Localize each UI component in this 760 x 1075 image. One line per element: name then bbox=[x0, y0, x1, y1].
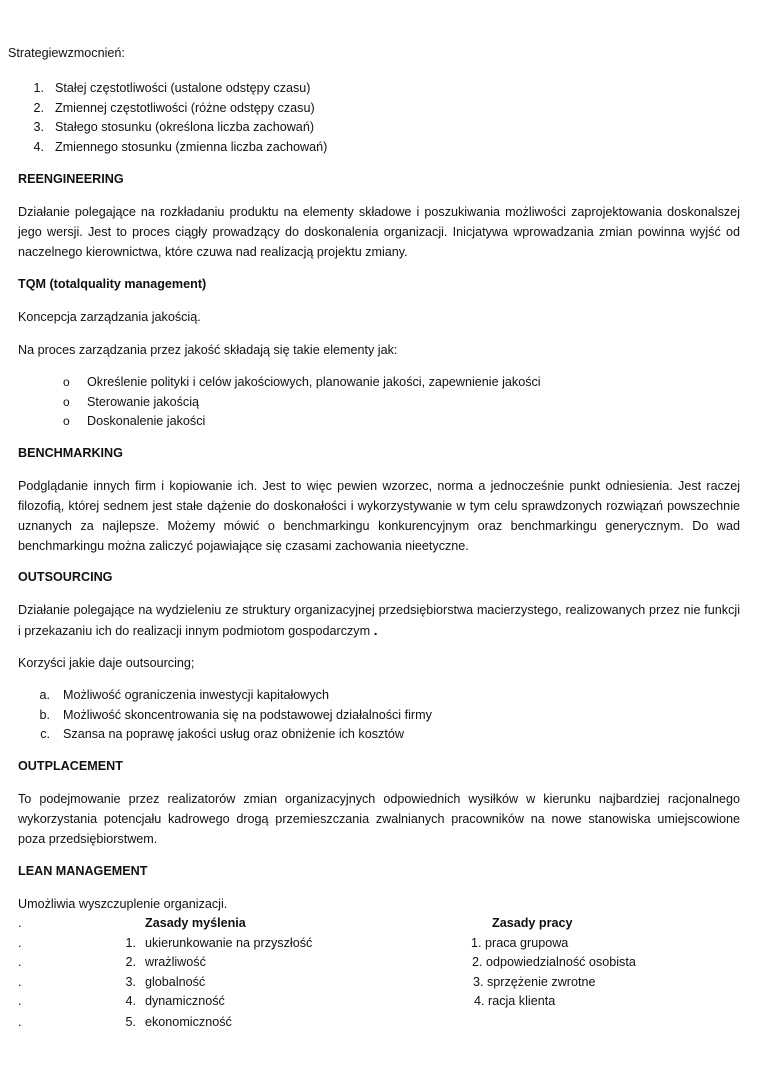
list-number: 3. bbox=[33, 120, 44, 134]
list-item: Stałego stosunku (określona liczba zachowań) bbox=[55, 120, 315, 134]
thinking-principle: wrażliwość bbox=[145, 955, 206, 969]
list-item: Zmiennego stosunku (zmienna liczba zachowań) bbox=[55, 140, 328, 154]
paragraph-line: Działanie polegające na rozkładaniu produktu na elementy składowe i poszukiwania możliwości zaprojektowania doskonalszej bbox=[18, 205, 740, 219]
bullet-circle-icon: o bbox=[63, 395, 70, 409]
paragraph-line: Działanie polegające na wydzieleniu ze struktury organizacyjnej przedsiębiorstwa macierzystego, realizowanych przez nie funkcji bbox=[18, 603, 740, 617]
list-number: 3. bbox=[125, 975, 136, 989]
paragraph-line: poza przedsiębiorstwem. bbox=[18, 832, 158, 846]
work-principle: 3. sprzężenie zwrotne bbox=[473, 975, 596, 989]
list-letter: a. bbox=[39, 688, 50, 702]
list-letter: c. bbox=[40, 727, 50, 741]
list-number: 4. bbox=[125, 994, 136, 1008]
reengineering-paragraph bbox=[18, 202, 740, 262]
row-marker: . bbox=[18, 975, 22, 989]
list-number: 1. bbox=[33, 81, 44, 95]
outsourcing-heading: OUTSOURCING bbox=[18, 570, 113, 584]
work-principles-header: Zasady pracy bbox=[492, 916, 573, 930]
trailing-dot: . bbox=[373, 622, 378, 638]
list-number: 2. bbox=[33, 101, 44, 115]
thinking-principle: ekonomiczność bbox=[145, 1015, 232, 1029]
benchmarking-heading: BENCHMARKING bbox=[18, 446, 123, 460]
paragraph-line: filozofią, której sednem jest stałe dążenie do doskonałości i wykorzystywanie w tym celu sprawdzonych rozwiązań powszechnie bbox=[18, 499, 740, 513]
list-number: 4. bbox=[33, 140, 44, 154]
bullet-circle-icon: o bbox=[63, 375, 70, 389]
outplacement-heading: OUTPLACEMENT bbox=[18, 759, 123, 773]
work-principle: 2. odpowiedzialność osobista bbox=[472, 955, 636, 969]
paragraph-line: naczelnego kierownictwa, które czuwa nad realizacją projektu zmiany. bbox=[18, 245, 408, 259]
list-item: Określenie polityki i celów jakościowych, planowanie jakości, zapewnienie jakości bbox=[87, 375, 541, 389]
paragraph-line bbox=[18, 620, 740, 641]
row-marker: . bbox=[18, 1015, 22, 1029]
list-number: 1. bbox=[125, 936, 136, 950]
tqm-heading: TQM (totalquality management) bbox=[18, 277, 207, 291]
list-letter: b. bbox=[39, 708, 50, 722]
thinking-principles-header: Zasady myślenia bbox=[145, 916, 246, 930]
row-marker: . bbox=[18, 955, 22, 969]
list-number: 2. bbox=[125, 955, 136, 969]
paragraph-line: uznanych za najlepsze. Możemy mówić o benchmarkingu konkurencyjnym oraz benchmarkingu generycznym. Do wad bbox=[18, 519, 740, 533]
outsourcing-benefits-intro: Korzyści jakie daje outsourcing; bbox=[18, 656, 195, 670]
tqm-intro: Na proces zarządzania przez jakość składają się takie elementy jak: bbox=[18, 343, 398, 357]
benchmarking-paragraph bbox=[18, 476, 740, 556]
thinking-principle: ukierunkowanie na przyszłość bbox=[145, 936, 313, 950]
paragraph-line: wykorzystania potencjału kadrowego drogą przemieszczania zwalnianych pracowników na nowe stanowiska umiejscowione bbox=[18, 812, 740, 826]
bullet-circle-icon: o bbox=[63, 414, 70, 428]
paragraph-line: benchmarkingu można zaliczyć pojawiające się czasami zachowania nieetyczne. bbox=[18, 539, 469, 553]
paragraph-line: Podglądanie innych firm i kopiowanie ich. Jest to więc pewien wzorzec, norma a jednocześnie punkt odniesienia. Jest raczej bbox=[18, 479, 740, 493]
paragraph-line: jego wersji. Jest to proces ciągły prowadzący do doskonalenia organizacji. Inicjatywa wprowadzania zmian powinna wyjść od bbox=[18, 225, 740, 239]
work-principle: 4. racja klienta bbox=[474, 994, 556, 1008]
list-item: Możliwość ograniczenia inwestycji kapitałowych bbox=[63, 688, 329, 702]
paragraph-line: To podejmowanie przez realizatorów zmian organizacyjnych odpowiednich wysiłków w kierunku najbardziej racjonalnego bbox=[18, 792, 740, 806]
row-marker: . bbox=[18, 936, 22, 950]
list-item: Szansa na poprawę jakości usług oraz obniżenie ich kosztów bbox=[63, 727, 404, 741]
thinking-principle: globalność bbox=[145, 975, 206, 989]
list-number: 5. bbox=[125, 1015, 136, 1029]
list-item: Sterowanie jakością bbox=[87, 395, 200, 409]
row-marker: . bbox=[18, 916, 22, 930]
reinforcement-strategies-heading: Strategiewzmocnień: bbox=[8, 46, 125, 60]
list-item: Zmiennej częstotliwości (różne odstępy czasu) bbox=[55, 101, 315, 115]
lean-management-heading: LEAN MANAGEMENT bbox=[18, 864, 148, 878]
list-item: Doskonalenie jakości bbox=[87, 414, 206, 428]
lean-intro: Umożliwia wyszczuplenie organizacji. bbox=[18, 897, 228, 911]
list-item: Stałej częstotliwości (ustalone odstępy czasu) bbox=[55, 81, 311, 95]
outsourcing-paragraph bbox=[18, 600, 740, 641]
work-principle: 1. praca grupowa bbox=[471, 936, 569, 950]
tqm-definition: Koncepcja zarządzania jakością. bbox=[18, 310, 201, 324]
reengineering-heading: REENGINEERING bbox=[18, 172, 124, 186]
outplacement-paragraph bbox=[18, 789, 740, 849]
list-item: Możliwość skoncentrowania się na podstawowej działalności firmy bbox=[63, 708, 432, 722]
paragraph-line-text: i przekazaniu ich do realizacji innym podmiotom gospodarczym bbox=[18, 624, 371, 638]
row-marker: . bbox=[18, 994, 22, 1008]
thinking-principle: dynamiczność bbox=[145, 994, 225, 1008]
